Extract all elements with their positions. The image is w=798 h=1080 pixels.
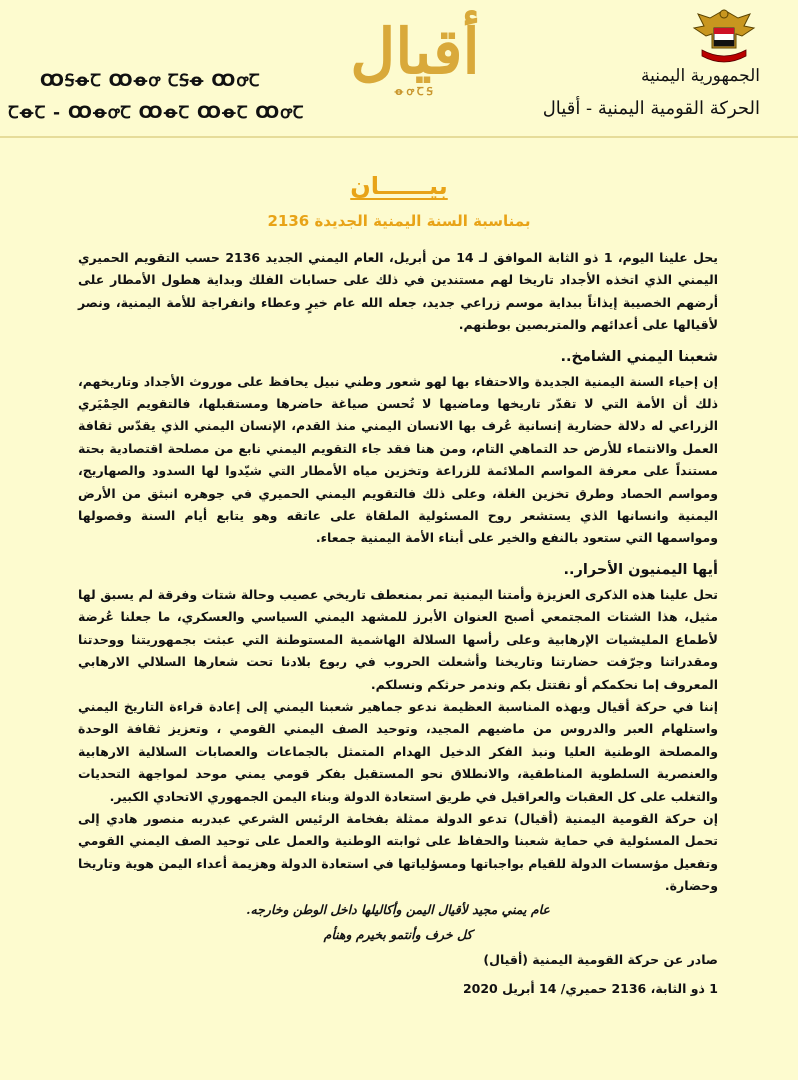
issuer-line: صادر عن حركة القومية اليمنية (أقيال) bbox=[483, 951, 718, 967]
statement-subtitle: بمناسبة السنة اليمنية الجديدة 2136 bbox=[267, 212, 531, 230]
statement-title: بيــــــان bbox=[350, 172, 448, 200]
yemen-eagle-emblem-icon bbox=[690, 4, 758, 68]
letterhead bbox=[0, 0, 798, 140]
movement-name: الحركة القومية اليمنية - أقيال bbox=[542, 98, 760, 119]
heading-people: شعبنا اليمني الشامخ.. bbox=[560, 348, 718, 365]
closing-greeting: عام يمني مجيد لأقيال اليمن وأكاليلها داخل الوطن وخارجه. bbox=[246, 901, 550, 917]
statement-body bbox=[78, 247, 718, 996]
musnad-org-subtitle: ꞆꝋꞆ - ꝎꝋꝍꞆ ꝎꝋꞆ ꝎꝋꞆ ꝎꝍꞆ bbox=[8, 103, 305, 123]
paragraph-call: إننا في حركة أقيال وبهذه المناسبة العظيمة ندعو جماهير شعبنا اليمني إلى إعادة قراءة التاريخ اليمني واستلهام العبر والدروس من ماضيهم المجيد، وتوحيد الصف اليمني القومي ، وتعزيز ثقافة الوحدة والمصلحة الوطنية العليا ونبذ الفكر الدخيل الهدام المتمثل بالجماعات والعصابات السلالية الارهابية والعنصرية السلطوية المناطقية، والانطلاق نحو المستقبل بفكر قومي يمني موحد لمواجهة التحديات والتغلب على كل العقبات والعراقيل في طريق استعادة الدولة وبناء اليمن الجمهوري الاتحادي الكبير. bbox=[78, 698, 718, 804]
issue-date: 1 ذو الثابة، 2136 حميري/ 14 أبريل 2020 bbox=[462, 980, 718, 996]
paragraph-state: إن حركة القومية اليمنية (أقيال) تدعو الدولة ممثلة بفخامة الرئيس الشرعي عبدربه منصور هادي إلى تحمل المسئولية في حماية شعبنا والحفاظ على ثوابته الوطنية والعمل على توحيد الصف اليمني القومي وتفعيل مؤسسات الدولة للقيام بواجباتها ومسؤلياتها في استعادة الدولة وهزيمة أعداء اليمن هوية وتاريخا وحضارة. bbox=[78, 810, 718, 894]
header-divider bbox=[0, 136, 798, 138]
heading-free-yemenis: أيها اليمنيون الأحرار.. bbox=[563, 561, 718, 578]
aqyal-logo bbox=[300, 12, 530, 102]
logo-musnad-sub: ꝋꝍꞆꟉ bbox=[394, 85, 436, 98]
paragraph-calendar: إن إحياء السنة اليمنية الجديدة والاحتفاء بها لهو شعور وطني نبيل يحافظ على موروث الأجداد وتاريخهم، ذلك أن الأمة التي لا تقدّر تاريخها وماضيها لا تُحسن صياغة حاضرها ومستقبلها، فالتقويم الحِمْيَري الزراعي له دلالة حضارية إنسانية عُرف بها الانسان اليمني منذ القدم، الإنسان اليمني الذي يقدّس ثقافة العمل والانتماء للأرض حد التماهي التام، ومن هنا فقد جاء التقويم اليمني نابع من مصلحة اقتصادية بحتة مستنداً على معرفة المواسم الملائمة للزراعة وتخزين مياه الأمطار التي شيّدوا لها السدود والصهاريج، ومواسم الحصاد وطرق تخزين الغلة، وعلى ذلك فالتقويم اليمني الحميري في جوهره انبثق من الأرض اليمنية وانسانها الذي يستشعر روح المسئولية الملقاة على عاتقه وهو يتابع أيام السنة وفصولها ومواسمها التي ستعود بالنفع والخير على أبناء الأمة اليمنية جمعاء. bbox=[78, 373, 718, 546]
republic-name: الجمهورية اليمنية bbox=[640, 66, 760, 86]
paragraph-situation: تحل علينا هذه الذكرى العزيزة وأمتنا اليمنية تمر بمنعطف تاريخي عصيب وحالة شتات وفرقة لم يسبق لها مثيل، هذا الشتات المجتمعي أصبح العنوان الأبرز للمشهد اليمني السياسي والعسكري، ما جعلنا عُرضة لأطماع المليشيات الإرهابية وعلى رأسها السلالة الهاشمية المستوطنة التي عبثت بجمهوريتنا ووحدتنا ومقدراتنا وجرّفت حضارتنا وتاريخنا وأشعلت الحروب في ربوع بلادنا تحت شعارها السلالي الارهابي المعروف إما نحكمكم أو نقتتل بكم وندمر حرثكم ونسلكم. bbox=[78, 586, 718, 692]
musnad-org-name: ꝎꟉꝋꞆ Ꝏꝋꝍ ꞆꟉꝋ ꝎꝍꞆ bbox=[40, 71, 261, 91]
paragraph-intro: يحل علينا اليوم، 1 ذو الثابة الموافق لـ 14 من أبريل، العام اليمني الجديد 2136 حسب التقويم الحميري اليمني الذي اتخذه الأجداد تاريخا لهم مستندين في ذلك على حسابات الفلك وبداية هطول الأمطار على أرضهم الخصيبة إيذاناً ببداية موسم زراعي جديد، جعله الله عام خيرٍ وعطاء وانفراجة للأمة اليمنية، ونصر لأقيالها على أعدائهم والمتربصين بوطنهم. bbox=[78, 250, 718, 333]
logo-wordmark: أقيال bbox=[350, 15, 480, 88]
closing-musnad-greeting: كل خرف وأنتمو بخيرم وهنأم bbox=[323, 926, 473, 942]
